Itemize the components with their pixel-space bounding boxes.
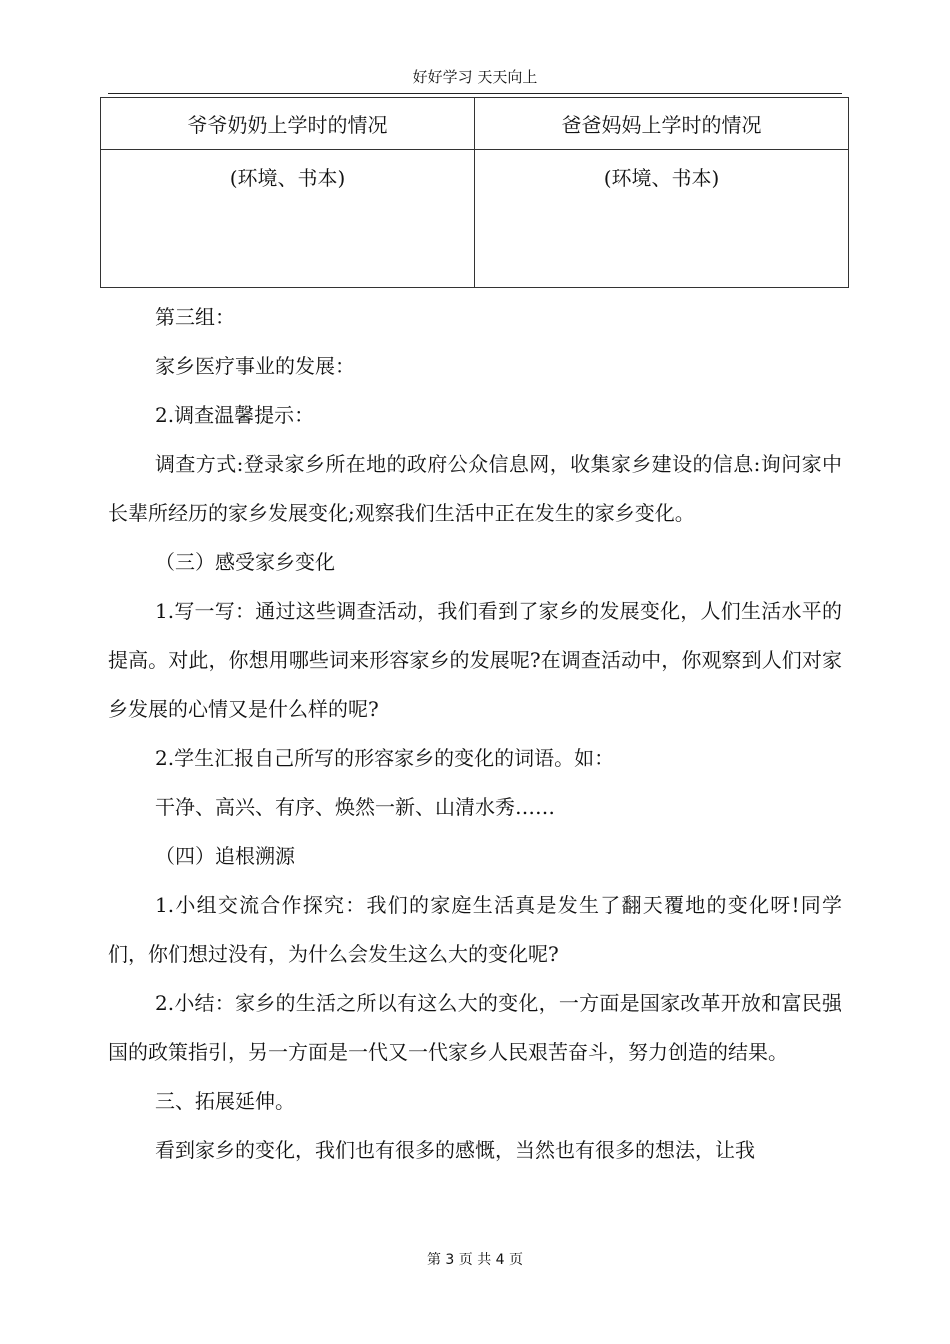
paragraph-word-list: 干净、高兴、有序、焕然一新、山清水秀……	[155, 795, 555, 819]
paragraph-write: 1.写一写：通过这些调查活动，我们看到了家乡的发展变化，人们生活水平的提高。对此，你想用哪些词来形容家乡的发展呢?在调查活动中，你观察到人们对家乡发展的心情又是什么样的呢?	[108, 599, 842, 721]
paragraph-extension-text: 看到家乡的变化，我们也有很多的感慨，当然也有很多的想法，让我	[155, 1138, 755, 1162]
comparison-table	[100, 97, 849, 288]
section-heading-feel-changes: （三）感受家乡变化	[155, 550, 335, 574]
document-body	[108, 293, 842, 1175]
table-cell-grandparents: (环境、书本)	[101, 150, 475, 288]
table-header-parents: 爸爸妈妈上学时的情况	[475, 98, 849, 150]
paragraph-group-discussion: 1.小组交流合作探究：我们的家庭生活真是发生了翻天覆地的变化呀!同学们，你们想过没有，为什么会发生这么大的变化呢?	[108, 893, 842, 966]
table-header-grandparents: 爷爷奶奶上学时的情况	[101, 98, 475, 150]
paragraph-group-three: 第三组：	[155, 305, 235, 329]
page-header: 好好学习 天天向上	[108, 66, 842, 94]
page-footer: 第 3 页 共 4 页	[426, 1252, 524, 1268]
paragraph-student-report: 2.学生汇报自己所写的形容家乡的变化的词语。如：	[155, 746, 615, 770]
table-header-row	[101, 98, 849, 150]
paragraph-survey-method: 调查方式:登录家乡所在地的政府公众信息网，收集家乡建设的信息:询问家中长辈所经历的家乡发展变化;观察我们生活中正在发生的家乡变化。	[108, 452, 842, 525]
paragraph-summary: 2.小结：家乡的生活之所以有这么大的变化，一方面是国家改革开放和富民强国的政策指引，另一方面是一代又一代家乡人民艰苦奋斗，努力创造的结果。	[108, 991, 842, 1064]
paragraph-medical-development: 家乡医疗事业的发展：	[155, 354, 355, 378]
table-cell-parents: (环境、书本)	[475, 150, 849, 288]
table-body-row	[101, 150, 849, 288]
paragraph-survey-tips: 2.调查温馨提示：	[155, 403, 315, 427]
section-heading-extension: 三、拓展延伸。	[155, 1089, 295, 1113]
section-heading-trace-origin: （四）追根溯源	[155, 844, 295, 868]
